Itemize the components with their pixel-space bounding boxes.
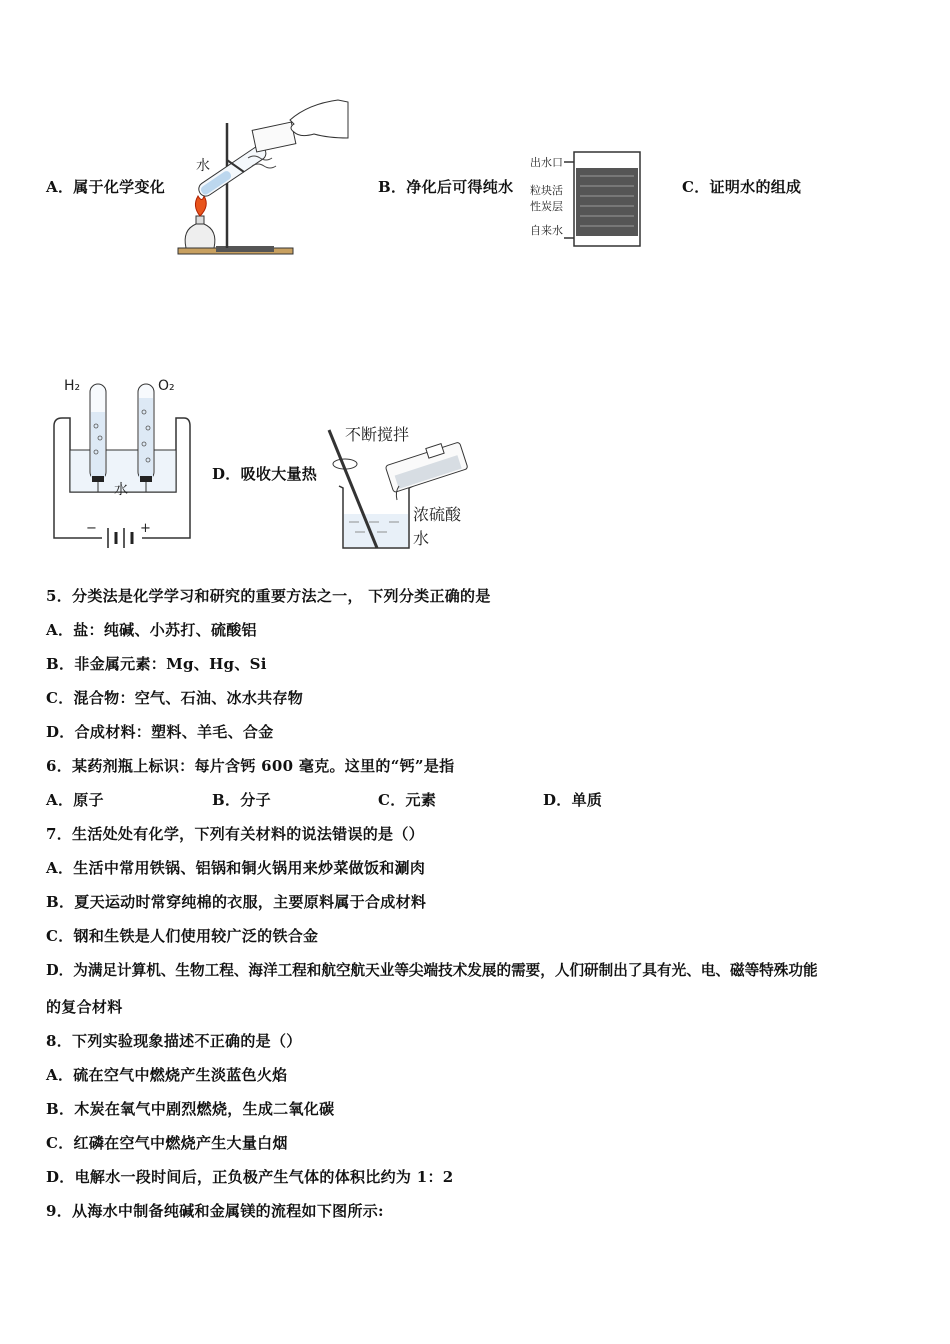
q7-option-b: B．夏天运动时常穿纯棉的衣服，主要原料属于合成材料 [46,893,427,911]
q7-option-d-cont: 的复合材料 [46,998,123,1016]
acid-label: 浓硫酸 [413,505,462,524]
q6-option-b: B．分子 [212,791,271,809]
figure-electrolysis [50,372,200,552]
cathode [92,476,104,482]
q5-stem: 5．分类法是化学学习和研究的重要方法之一， 下列分类正确的是 [46,587,491,605]
q4-option-d: D．吸收大量热 [212,465,318,483]
q7-option-c: C．钢和生铁是人们使用较广泛的铁合金 [46,927,319,945]
q5-option-d: D．合成材料：塑料、羊毛、合金 [46,723,274,741]
water-label-d: 水 [413,529,430,548]
inlet-label: 自来水 [530,224,563,237]
q7-option-d: D．为满足计算机、生物工程、海洋工程和航空航天业等尖端技术发展的需要，人们研制出了具有光、电、磁等特殊功能 [46,962,818,979]
plus-sign: + [140,521,151,536]
o2-label: O₂ [158,378,175,394]
figure-dilution [325,422,475,554]
q8-option-c: C．红磷在空气中燃烧产生大量白烟 [46,1134,288,1152]
glass-slide [252,122,296,152]
q4-option-a: A．属于化学变化 [46,178,166,196]
q6-option-d: D．单质 [543,791,603,809]
water-label-c: 水 [114,482,128,498]
carbon-label-1: 粒块活 [530,184,563,197]
q4-option-b: B．净化后可得纯水 [378,178,514,196]
water-label-a: 水 [196,158,210,174]
figure-carbon-purifier [528,148,646,250]
q8-option-a: A．硫在空气中燃烧产生淡蓝色火焰 [46,1066,288,1084]
anode [140,476,152,482]
q7-stem: 7．生活处处有化学，下列有关材料的说法错误的是（） [46,825,424,843]
q8-option-d: D．电解水一段时间后，正负极产生气体的体积比约为 1：2 [46,1168,454,1186]
stir-label: 不断搅拌 [345,425,410,444]
q5-option-a: A．盐：纯碱、小苏打、硫酸铝 [46,621,257,639]
q5-option-c: C．混合物：空气、石油、冰水共存物 [46,689,304,707]
q8-option-b: B．木炭在氧气中剧烈燃烧，生成二氧化碳 [46,1100,335,1118]
q8-stem: 8．下列实验现象描述不正确的是（） [46,1032,302,1050]
q5-option-b: B．非金属元素：Mg、Hg、Si [46,655,267,673]
stand-base [216,246,274,252]
q4-option-c: C．证明水的组成 [682,178,802,196]
alcohol-lamp [185,224,215,248]
h2-label: H₂ [64,378,81,394]
q9-stem: 9．从海水中制备纯碱和金属镁的流程如下图所示: [46,1202,384,1220]
carbon-label-2: 性炭层 [530,200,563,213]
q7-option-a: A．生活中常用铁锅、铝锅和铜火锅用来炒菜做饭和涮肉 [46,859,426,877]
figure-heating-test-tube [178,98,350,260]
q6-stem: 6．某药剂瓶上标识：每片含钙 600 毫克。这里的“钙”是指 [46,757,455,775]
minus-sign: − [86,521,97,536]
q6-option-c: C．元素 [378,791,437,809]
hand [290,100,348,138]
outlet-label: 出水口 [530,156,563,169]
q6-option-a: A．原子 [46,791,104,809]
flame [195,196,206,216]
